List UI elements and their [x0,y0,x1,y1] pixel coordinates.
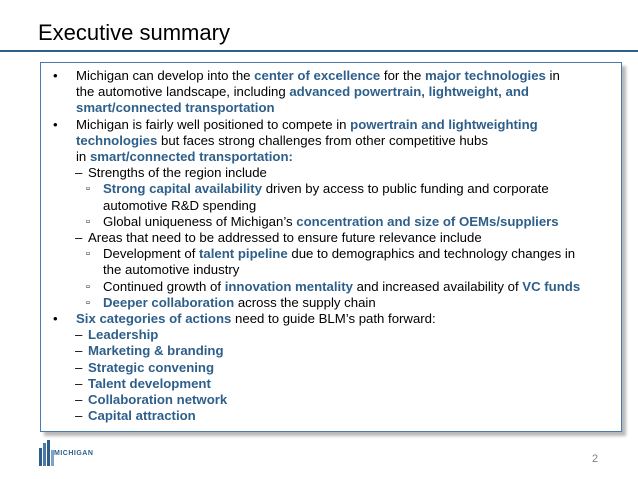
highlight-text: smart/connected transportation [76,100,275,116]
highlight-text: concentration and size of OEMs/suppliers [296,213,559,229]
bullet-marker: – [75,343,83,359]
bullet-marker: – [75,327,83,343]
highlight-text: Strong capital availability [103,181,263,197]
highlight-text: talent pipeline [199,246,288,262]
bullet-line [53,295,618,311]
bullet-text: across the supply chain [234,294,376,310]
bullet-line [53,117,618,133]
bullet-text: need to guide BLM’s path forward: [231,311,436,327]
bullet-marker: – [75,230,83,246]
bullet-line [53,149,618,165]
highlight-text: innovation mentality [224,278,353,294]
bullet-line [53,133,618,149]
highlight-text: Leadership [88,327,159,343]
bullet-line [53,327,618,343]
bullet-marker: – [75,408,83,424]
highlight-text: advanced powertrain, lightweight, and [289,84,529,100]
bullet-text: in [545,68,560,83]
title-divider [0,50,638,52]
bullet-marker: ▫ [86,248,90,261]
bullet-marker: ▫ [86,215,90,228]
highlight-text: Strategic convening [88,359,215,375]
page-number: 2 [592,453,599,465]
logo [38,440,120,470]
summary-box [40,62,622,432]
bullet-marker: – [75,165,83,181]
bullet-text: Development of [103,246,200,262]
bullet-text: Strengths of the region include [88,165,267,181]
bullet-line [53,230,618,246]
bullet-marker: ▫ [86,183,90,196]
highlight-text: smart/connected transportation: [89,149,293,165]
bullet-line [53,214,618,230]
bullet-text: Michigan is fairly well positioned to compete in [76,116,351,132]
highlight-text: powertrain and lightweighting [350,116,538,132]
bullet-line [53,376,618,392]
bullet-text: driven by access to public funding and corporate [262,181,549,197]
bullet-text: the automotive landscape, including [76,84,290,100]
bullet-line [53,279,618,295]
highlight-text: Deeper collaboration [103,294,235,310]
logo-text: MICHIGAN [54,450,94,457]
highlight-text: Capital attraction [88,408,196,424]
bullet-text: automotive R&D spending [103,197,257,213]
bullet-line [53,84,618,100]
bullet-line [53,246,618,262]
bullet-line [53,262,618,278]
bullet-marker: – [75,392,83,408]
bullet-marker: ▫ [86,296,90,309]
bullet-line [53,408,618,424]
bullet-line [53,165,618,181]
highlight-text: center of excellence [254,68,381,83]
slide-title: Executive summary [38,20,230,45]
bullet-line [53,343,618,359]
bullet-marker: • [53,311,58,327]
bullet-line [53,100,618,116]
bullet-text: the automotive industry [103,262,240,278]
bullet-marker: – [75,359,83,375]
bullet-text: Continued growth of [103,278,225,294]
bullet-line [53,198,618,214]
bullet-text: for the [380,68,425,83]
bullet-line [53,392,618,408]
bullet-line [53,311,618,327]
highlight-text: major technologies [424,68,546,83]
bullet-marker: • [53,116,58,132]
bullet-text: but faces strong challenges from other competitive hubs [157,132,488,148]
bullet-text: due to demographics and technology changes in [287,246,576,262]
bullet-text: in [76,149,90,165]
highlight-text: Marketing & branding [88,343,224,359]
bullet-marker: • [53,68,58,83]
highlight-text: Collaboration network [88,392,228,408]
bullet-text: Michigan can develop into the [76,68,255,83]
bullet-text: Areas that need to be addressed to ensure future relevance include [88,230,482,246]
bullet-marker: – [75,375,83,391]
bullet-text: and increased availability of [352,278,523,294]
bullet-text: Global uniqueness of Michigan’s [103,213,297,229]
highlight-text: Talent development [88,375,211,391]
highlight-text: technologies [76,132,158,148]
bullet-marker: ▫ [86,280,90,293]
highlight-text: VC funds [522,278,581,294]
buildings-icon [38,440,54,466]
highlight-text: Six categories of actions [76,311,232,327]
bullet-line [53,360,618,376]
bullet-line [53,68,618,84]
bullet-list [53,68,618,424]
bullet-line [53,181,618,197]
